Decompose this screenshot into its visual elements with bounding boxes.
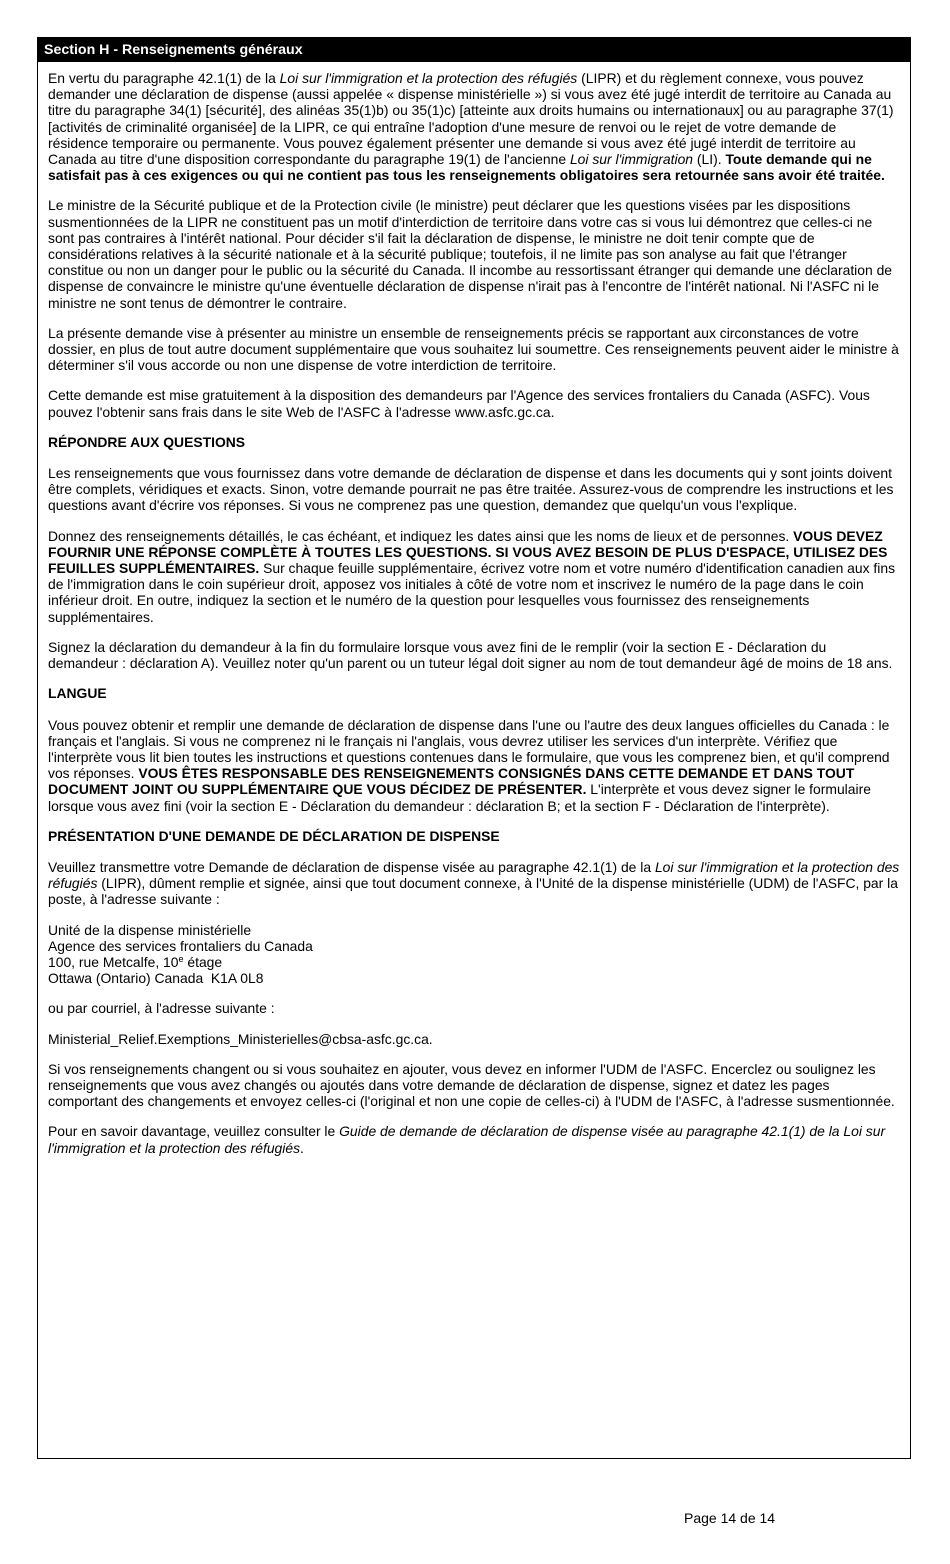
paragraph-changes: Si vos renseignements changent ou si vous souhaitez en ajouter, vous devez en informer l'UDM de l'ASFC. Encerclez ou soulignez les renseignements que vous avez changés ou ajoutés dans votre demande de déclaration de dispense, signez et datez les pages comportant des changements et envoyez celles-ci (l'original et non une copie de celles-ci) à l'UDM de l'ASFC, à l'adresse susmentionnée. [48,1060,895,1110]
paragraph-more-info: Pour en savoir davantage, veuillez consulter le Guide de demande de déclaration de dispense visée au paragraphe 42.1(1) de la Loi sur l'immigration et la protection des réfugiés. [48,1123,886,1156]
mailing-address [48,922,900,987]
paragraph-signature: Signez la déclaration du demandeur à la fin du formulaire lorsque vous avez fini de le remplir (voir la section E - Déclaration du demandeur : déclaration A). Veuillez noter qu'un parent ou un tuteur légal doit signer au nom de tout demandeur âgé de moins de 18 ans. [48,638,893,672]
section-h-box [37,37,911,1459]
address-line: Agence des services frontaliers du Canada [48,937,313,954]
paragraph-submission: Veuillez transmettre votre Demande de déclaration de dispense visée au paragraphe 42.1(1) de la Loi sur l'immigration et la protection des réfugiés (LIPR), dûment remplie et signée, ainsi que tout document connexe, à l'Unité de la dispense ministérielle (UDM) de l'ASFC, par la poste, à l'adresse suivante : [48,858,900,908]
page-number: Page 14 de 14 [684,1510,776,1526]
section-content [38,62,910,1156]
paragraph-minister: Le ministre de la Sécurité publique et de la Protection civile (le ministre) peut déclarer que les questions visées par les dispositions susmentionnées de la LIPR ne constituent pas un motif d'interdiction de territoire dans votre cas si vous lui démontrez que celles-ci ne sont pas contraires à l'intérêt national. Pour décider s'il fait la déclaration de dispense, le ministre ne doit tenir compte que de considérations relatives à la sécurité nationale et à la sécurité publique; toutefois, il ne limite pas son analyse au fait que l'étranger constitue ou non un danger pour le public ou la sécurité du Canada. Il incombe au ressortissant étranger qui demande une déclaration de dispense de convaincre le ministre qu'une éventuelle déclaration de dispense n'irait pas à l'encontre de l'intérêt national. Ni l'ASFC ni le ministre ne sont tenus de démontrer le contraire. [48,197,893,311]
heading-answering: RÉPONDRE AUX QUESTIONS [48,433,246,450]
heading-language: LANGUE [48,685,107,702]
heading-submission: PRÉSENTATION D'UNE DEMANDE DE DÉCLARATION DE DISPENSE [48,827,500,844]
paragraph-accuracy: Les renseignements que vous fournissez dans votre demande de déclaration de dispense et dans les documents qui y sont joints doivent être complets, véridiques et exacts. Sinon, votre demande pourrait ne pas être traitée. Assurez-vous de comprendre les instructions et les questions avant d'écrire vos réponses. Si vous ne comprenez pas une question, demandez que quelqu'un vous l'explique. [48,465,894,514]
paragraph-purpose: La présente demande vise à présenter au ministre un ensemble de renseignements précis se rapportant aux circonstances de votre dossier, en plus de tout autre document supplémentaire que vous souhaitez lui soumettre. Ces renseignements peuvent aider le ministre à déterminer s'il vous accorde ou non une dispense de votre interdiction de territoire. [48,324,899,374]
paragraph-availability: Cette demande est mise gratuitement à la disposition des demandeurs par l'Agence des services frontaliers du Canada (ASFC). Vous pouvez l'obtenir sans frais dans le site Web de l'ASFC à l'adresse www.asfc.gc.ca. [48,387,870,420]
email-address: Ministerial_Relief.Exemptions_Ministerielles@cbsa-asfc.gc.ca. [48,1030,433,1047]
address-line: 100, rue Metcalfe, 10e étage [48,953,223,970]
address-line: Unité de la dispense ministérielle [48,921,252,938]
paragraph-intro: En vertu du paragraphe 42.1(1) de la Loi sur l'immigration et la protection des réfugiés (LIPR) et du règlement connexe, vous pouvez demander une déclaration de dispense (aussi appelée « dispense ministérielle ») si vous avez été jugé interdit de territoire au Canada au titre du paragraphe 34(1) [sécurité], des alinéas 35(1)b) ou 35(1)c) [atteinte aux droits humains ou internationaux] ou au paragraphe 37(1) [activités de criminalité organisée] de la LIPR, ce qui entraîne l'adoption d'une mesure de renvoi ou le rejet de votre demande de résidence temporaire ou permanente. Vous pouvez également présenter une demande si vous avez été jugé interdit de territoire au Canada au titre d'une disposition correspondante du paragraphe 19(1) de l'ancienne Loi sur l'immigration (LI). Toute demande qui ne satisfait pas à ces exigences ou qui ne contient pas tous les renseignements obligatoires sera retournée sans avoir été traitée. [48,70,894,184]
address-line: Ottawa (Ontario) Canada K1A 0L8 [48,970,264,987]
paragraph-language: Vous pouvez obtenir et remplir une demande de déclaration de dispense dans l'une ou l'autre des deux langues officielles du Canada : le français et l'anglais. Si vous ne comprenez ni le français ni l'anglais, vous devrez utiliser les services d'un interprète. Vérifiez que l'interprète vous lit bien toutes les instructions et questions contenues dans le formulaire, que vous les comprenez bien, et qu'il comprend vos réponses. VOUS ÊTES RESPONSABLE DES RENSEIGNEMENTS CONSIGNÉS DANS CETTE DEMANDE ET DANS TOUT DOCUMENT JOINT OU SUPPLÉMENTAIRE QUE VOUS DÉCIDEZ DE PRÉSENTER. L'interprète et vous devez signer le formulaire lorsque vous avez fini (voir la section E - Déclaration du demandeur : déclaration B; et la section F - Déclaration de l'interprète). [48,716,890,814]
paragraph-email-intro: ou par courriel, à l'adresse suivante : [48,1000,275,1017]
section-title: Section H - Renseignements généraux [38,38,910,62]
paragraph-details: Donnez des renseignements détaillés, le cas échéant, et indiquez les dates ainsi que les noms de lieux et de personnes. VOUS DEVEZ FOURNIR UNE RÉPONSE COMPLÈTE À TOUTES LES QUESTIONS. SI VOUS AVEZ BESOIN DE PLUS D'ESPACE, UTILISEZ DES FEUILLES SUPPLÉMENTAIRES. Sur chaque feuille supplémentaire, écrivez votre nom et votre numéro d'identification canadien aux fins de l'immigration dans le coin supérieur droit, apposez vos initiales à côté de votre nom et inscrivez le numéro de la page dans le coin inférieur droit. En outre, indiquez la section et le numéro de la question pour lesquelles vous fournissez des renseignements supplémentaires. [48,527,896,625]
